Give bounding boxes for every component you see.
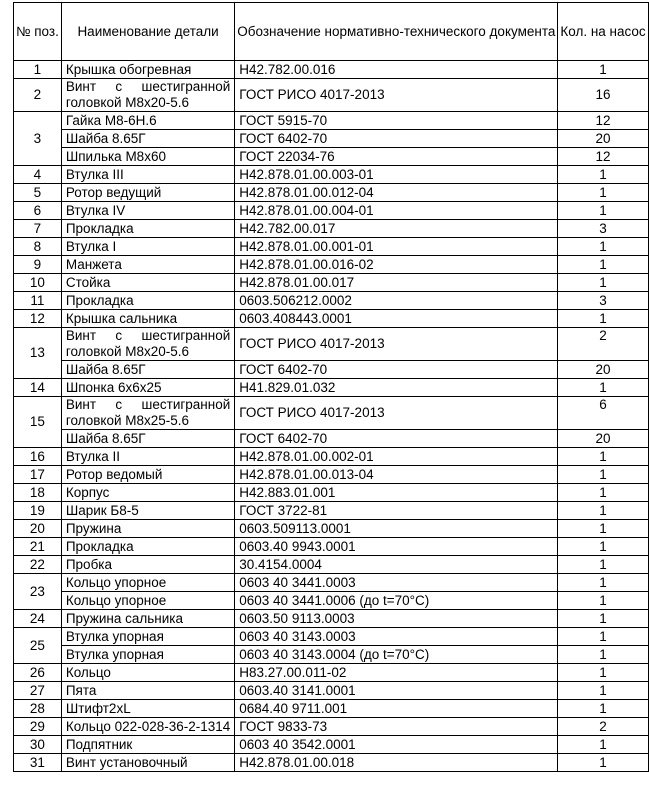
position-number: 31 [14,754,62,772]
document-code: 0684.40 9711.001 [235,700,558,718]
document-code: ГОСТ 6402-70 [235,361,558,379]
document-code: 0603 40 3143.0003 [235,628,558,646]
quantity: 2 [558,718,648,736]
part-name: Пружина сальника [61,610,234,628]
position-number: 3 [14,112,62,166]
document-code: 0603.509113.0001 [235,520,558,538]
position-number: 4 [14,166,62,184]
table-row [14,754,649,772]
position-number: 25 [14,628,62,664]
position-number: 11 [14,292,62,310]
quantity: 1 [558,556,648,574]
position-number: 14 [14,379,62,397]
document-code: Н42.878.01.00.012-04 [235,184,558,202]
part-name: Шайба 8.65Г [61,130,234,148]
parts-table [13,2,649,772]
document-code: 0603 40 3143.0004 (до t=70°C) [235,646,558,664]
document-code: 0603.40 9943.0001 [235,538,558,556]
quantity: 2 [558,328,648,361]
position-number: 19 [14,502,62,520]
table-row [14,238,649,256]
part-name: Втулка IV [61,202,234,220]
part-name: Пята [61,682,234,700]
table-row [14,646,649,664]
table-row [14,166,649,184]
quantity: 1 [558,448,648,466]
quantity: 1 [558,538,648,556]
position-number: 23 [14,574,62,610]
document-code: 0603.40 3141.0001 [235,682,558,700]
part-name: Шпонка 6х6х25 [61,379,234,397]
position-number: 1 [14,61,62,79]
part-name: Кольцо 022-028-36-2-1314 [61,718,234,736]
table-row [14,664,649,682]
document-code: ГОСТ 6402-70 [235,430,558,448]
position-number: 22 [14,556,62,574]
position-number: 28 [14,700,62,718]
quantity: 1 [558,256,648,274]
part-name: Ротор ведущий [61,184,234,202]
document-code: Н42.878.01.00.003-01 [235,166,558,184]
document-code: Н83.27.00.011-02 [235,664,558,682]
header-pos: № поз. [14,3,62,61]
part-name: Пружина [61,520,234,538]
position-number: 5 [14,184,62,202]
position-number: 9 [14,256,62,274]
part-name: Крышка сальника [61,310,234,328]
part-name: Корпус [61,484,234,502]
table-row [14,628,649,646]
table-row [14,148,649,166]
table-row [14,700,649,718]
header-qty: Кол. на насос [558,3,648,61]
header-name: Наименование детали [61,3,234,61]
quantity: 1 [558,310,648,328]
quantity: 1 [558,238,648,256]
document-code: Н41.829.01.032 [235,379,558,397]
position-number: 15 [14,397,62,448]
table-row [14,130,649,148]
quantity: 1 [558,592,648,610]
quantity: 1 [558,610,648,628]
table-row [14,361,649,379]
part-name: Ротор ведомый [61,466,234,484]
quantity: 20 [558,130,648,148]
document-code: ГОСТ РИСО 4017-2013 [235,397,558,430]
part-name: Винт с шестигранной головкой М8х25-5.6 [61,397,234,430]
part-name: Кольцо упорное [61,574,234,592]
quantity: 1 [558,520,648,538]
part-name: Шпилька М8х60 [61,148,234,166]
part-name: Винт установочный [61,754,234,772]
quantity: 1 [558,502,648,520]
quantity: 1 [558,184,648,202]
position-number: 10 [14,274,62,292]
document-code: Н42.878.01.00.002-01 [235,448,558,466]
document-code: ГОСТ 5915-70 [235,112,558,130]
table-row [14,682,649,700]
position-number: 21 [14,538,62,556]
position-number: 20 [14,520,62,538]
table-row [14,718,649,736]
position-number: 16 [14,448,62,466]
position-number: 26 [14,664,62,682]
quantity: 1 [558,484,648,502]
part-name: Подпятник [61,736,234,754]
part-name: Штифт2хL [61,700,234,718]
table-row [14,592,649,610]
table-row [14,328,649,361]
quantity: 1 [558,646,648,664]
document-code: 0603 40 3441.0006 (до t=70°C) [235,592,558,610]
document-code: ГОСТ 9833-73 [235,718,558,736]
part-name: Прокладка [61,538,234,556]
part-name: Винт с шестигранной головкой М8х20-5.6 [61,328,234,361]
position-number: 6 [14,202,62,220]
quantity: 1 [558,379,648,397]
quantity: 1 [558,574,648,592]
table-row [14,520,649,538]
part-name: Крышка обогревная [61,61,234,79]
position-number: 27 [14,682,62,700]
quantity: 1 [558,700,648,718]
table-row [14,448,649,466]
table-row [14,430,649,448]
document-code: ГОСТ 22034-76 [235,148,558,166]
part-name: Втулка I [61,238,234,256]
document-code: Н42.883.01.001 [235,484,558,502]
position-number: 8 [14,238,62,256]
part-name: Гайка М8-6Н.6 [61,112,234,130]
table-row [14,736,649,754]
quantity: 1 [558,274,648,292]
quantity: 3 [558,220,648,238]
document-code: Н42.782.00.017 [235,220,558,238]
table-row [14,466,649,484]
position-number: 30 [14,736,62,754]
document-code: Н42.878.01.00.018 [235,754,558,772]
table-row [14,538,649,556]
table-row [14,556,649,574]
table-row [14,112,649,130]
part-name: Кольцо [61,664,234,682]
table-row [14,379,649,397]
quantity: 1 [558,682,648,700]
table-row [14,79,649,112]
part-name: Прокладка [61,220,234,238]
table-row [14,502,649,520]
part-name: Шарик Б8-5 [61,502,234,520]
position-number: 2 [14,79,62,112]
table-row [14,61,649,79]
document-code: 0603.408443.0001 [235,310,558,328]
quantity: 1 [558,754,648,772]
document-code: 30.4154.0004 [235,556,558,574]
document-code: Н42.878.01.00.004-01 [235,202,558,220]
document-code: ГОСТ 3722-81 [235,502,558,520]
part-name: Винт с шестигранной головкой М8х20-5.6 [61,79,234,112]
document-code: ГОСТ 6402-70 [235,130,558,148]
quantity: 3 [558,292,648,310]
table-row [14,220,649,238]
quantity: 16 [558,79,648,112]
table-row [14,484,649,502]
quantity: 1 [558,664,648,682]
position-number: 17 [14,466,62,484]
quantity: 1 [558,628,648,646]
part-name: Шайба 8.65Г [61,430,234,448]
quantity: 12 [558,112,648,130]
table-row [14,574,649,592]
position-number: 24 [14,610,62,628]
position-number: 18 [14,484,62,502]
document-code: ГОСТ РИСО 4017-2013 [235,79,558,112]
quantity: 1 [558,166,648,184]
part-name: Манжета [61,256,234,274]
table-row [14,610,649,628]
table-row [14,292,649,310]
header-row [14,3,649,61]
document-code: Н42.878.01.00.017 [235,274,558,292]
document-code: Н42.878.01.00.001-01 [235,238,558,256]
quantity: 20 [558,430,648,448]
table-row [14,310,649,328]
position-number: 29 [14,718,62,736]
document-code: 0603.506212.0002 [235,292,558,310]
part-name: Стойка [61,274,234,292]
table-row [14,274,649,292]
part-name: Кольцо упорное [61,592,234,610]
quantity: 1 [558,202,648,220]
table-row [14,256,649,274]
document-code: Н42.878.01.00.013-04 [235,466,558,484]
document-code: 0603 40 3441.0003 [235,574,558,592]
quantity: 20 [558,361,648,379]
header-doc: Обозначение нормативно-технического документа [235,3,558,61]
table-row [14,397,649,430]
document-code: 0603 40 3542.0001 [235,736,558,754]
document-code: ГОСТ РИСО 4017-2013 [235,328,558,361]
quantity: 1 [558,466,648,484]
table-row [14,202,649,220]
position-number: 12 [14,310,62,328]
quantity: 1 [558,61,648,79]
table-row [14,184,649,202]
document-code: Н42.878.01.00.016-02 [235,256,558,274]
position-number: 7 [14,220,62,238]
quantity: 12 [558,148,648,166]
part-name: Втулка II [61,448,234,466]
quantity: 6 [558,397,648,430]
part-name: Прокладка [61,292,234,310]
part-name: Шайба 8.65Г [61,361,234,379]
part-name: Втулка упорная [61,628,234,646]
document-code: 0603.50 9113.0003 [235,610,558,628]
parts-table-body [14,61,649,772]
document-code: Н42.782.00.016 [235,61,558,79]
part-name: Пробка [61,556,234,574]
position-number: 13 [14,328,62,379]
part-name: Втулка III [61,166,234,184]
part-name: Втулка упорная [61,646,234,664]
quantity: 1 [558,736,648,754]
